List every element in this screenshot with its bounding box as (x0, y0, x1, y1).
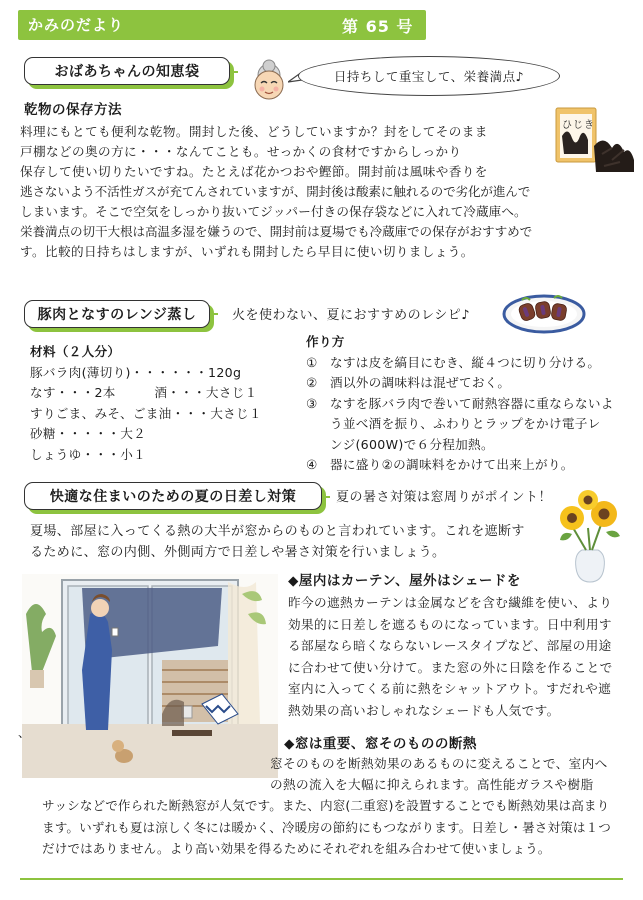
section3-intro (30, 521, 525, 563)
sub1-line: 室内に入ってくる前に熱をシャットアウト。すだれや遮 (288, 681, 612, 696)
grandmother-illustration (244, 58, 294, 108)
ingredients-title: 材料（２人分） (30, 344, 121, 359)
speech-bubble-text: 日持ちして重宝して、栄養満点♪ (333, 69, 525, 84)
section1-line: 戸棚などの奥の方に・・・なんてことも。せっかくの食材ですからしっかり (20, 144, 462, 159)
section2-label-text: 豚肉となすのレンジ蒸し (37, 307, 197, 323)
step-number: ② (306, 375, 318, 390)
step-item (306, 394, 614, 456)
step-text: 器に盛り②の調味料をかけて出来上がり。 (330, 457, 574, 472)
sub2-line: ます。いずれも夏は涼しく冬には暖かく、冷暖房の節約にもつながります。日差し・暑さ対策は１つ (42, 819, 611, 835)
sub1-title: ◆屋内はカーテン、屋外はシェードを (288, 573, 521, 589)
step-text: なすを豚バラ肉で巻いて耐熱容器に重ならないよ (330, 395, 614, 411)
sub2-body-narrow (270, 753, 608, 795)
section1-line: 保存して使い切りたいですね。たとえば花かつおや鰹節。開封前は風味や香りを (20, 164, 488, 179)
sub2-line: だけではありません。より高い効果を得るためにそれぞれを組み合わせて使いましょう。 (42, 841, 551, 856)
section2-label (24, 300, 210, 328)
step-number: ① (306, 354, 318, 370)
section3-tagline: 夏の暑さ対策は窓周りがポイント！ (336, 490, 553, 505)
section2-tagline: 火を使わない、夏におすすめのレシピ♪ (232, 308, 471, 323)
ingredient-item: 豚バラ肉(薄切り)・・・・・・120g (30, 364, 242, 380)
step-text: う並べ酒を振り、ふわりとラップをかけ電子レ (330, 416, 601, 431)
section1-line: 料理にもとても便利な乾物。開封した後、どうしていますか？封をしてそのまま (20, 124, 488, 139)
section1-label (24, 57, 230, 85)
sub1-line: 昨今の遮熱カーテンは金属などを含む繊維を使い、より (288, 595, 613, 610)
sub1-line: 効果的に日差しを遮るものになっています。日中利用す (288, 616, 612, 632)
section1-label-text: おばあちゃんの知恵袋 (54, 64, 200, 80)
ingredient-item: なす・・・2本 酒・・・大さじ１ (30, 385, 258, 400)
stray-mark: 、 (18, 726, 31, 740)
sub1-line: に合わせて使い分けて。また窓の外に日陰を作ることで (288, 659, 613, 675)
sub2-line: サッシなどで作られた断熱窓が人気です。また、内窓(二重窓)を設置することでも断熱効果は高まり (42, 798, 610, 813)
steps-block (306, 332, 614, 476)
step-text: ンジ(600W)で６分程加熱。 (330, 436, 494, 452)
ingredients-block (30, 342, 262, 465)
step-number: ④ (306, 457, 318, 472)
ingredient-item: 砂糖・・・・・大２ (30, 426, 147, 441)
step-item (306, 455, 614, 476)
section1-line: しまいます。そこで空気をしっかり抜いてジッパー付きの保存袋などに入れて冷蔵庫へ。 (20, 204, 527, 219)
sub1-body (288, 592, 613, 721)
sub2-line: の熱の流入を大幅に抑えられます。高性能ガラスや樹脂 (270, 777, 594, 792)
ingredient-item: しょうゆ・・・小１ (30, 446, 147, 462)
section3-label-text: 快適な住まいのための夏の日差し対策 (49, 489, 297, 505)
section1-line: す。比較的日持ちはしますが、いずれも開封したら早目に使い切りましょう。 (20, 244, 474, 259)
ingredient-item: すりごま、みそ、ごま油・・・大さじ１ (30, 405, 262, 421)
section1-body (20, 122, 532, 262)
speech-bubble (298, 56, 560, 96)
section1-subheading: 乾物の保存方法 (24, 102, 122, 118)
footer-divider (20, 878, 623, 880)
steps-title: 作り方 (306, 334, 345, 349)
step-number: ③ (306, 395, 318, 411)
step-text: 酒以外の調味料は混ぜておく。 (330, 375, 511, 390)
step-text: なすは皮を縞目にむき、縦４つに切り分ける。 (330, 354, 601, 370)
sub2-body-wide (42, 795, 611, 860)
step-item (306, 373, 614, 394)
intro-line: るために、窓の内側、外側両方で日差しや暑さ対策を行いましょう。 (30, 545, 446, 560)
sub2-title: ◆窓は重要、窓そのものの断熱 (284, 736, 477, 752)
room-window-illustration (22, 574, 278, 778)
step-item (306, 353, 614, 374)
sunflower-vase-illustration (552, 488, 630, 584)
intro-line: 夏場、部屋に入ってくる熱の大半が窓からのものと言われています。これを遮断す (30, 524, 525, 539)
issue-number: 第 65 号 (342, 17, 414, 36)
package-label: ひじき (562, 120, 595, 131)
section3-label (24, 482, 322, 510)
sub1-line: 熱効果の高いおしゃれなシェードも人気です。 (288, 702, 560, 718)
sub1-line: る部屋なら暗くならないレースタイプなど、部屋の用途 (288, 638, 612, 653)
section1-line: 栄養満点の切干大根は高温多湿を嫌うので、開封前は夏場でも冷蔵庫での保存がおすすめで (20, 224, 533, 239)
sub2-line: 窓そのものを断熱効果のあるものに変えることで、室内へ (270, 756, 608, 771)
dish-illustration (502, 288, 586, 334)
newsletter-title: かみのだより (28, 16, 125, 34)
section1-line: 逃さないよう不活性ガスが充てんされていますが、開封後は酸素に触れるので劣化が進んで (20, 184, 531, 199)
